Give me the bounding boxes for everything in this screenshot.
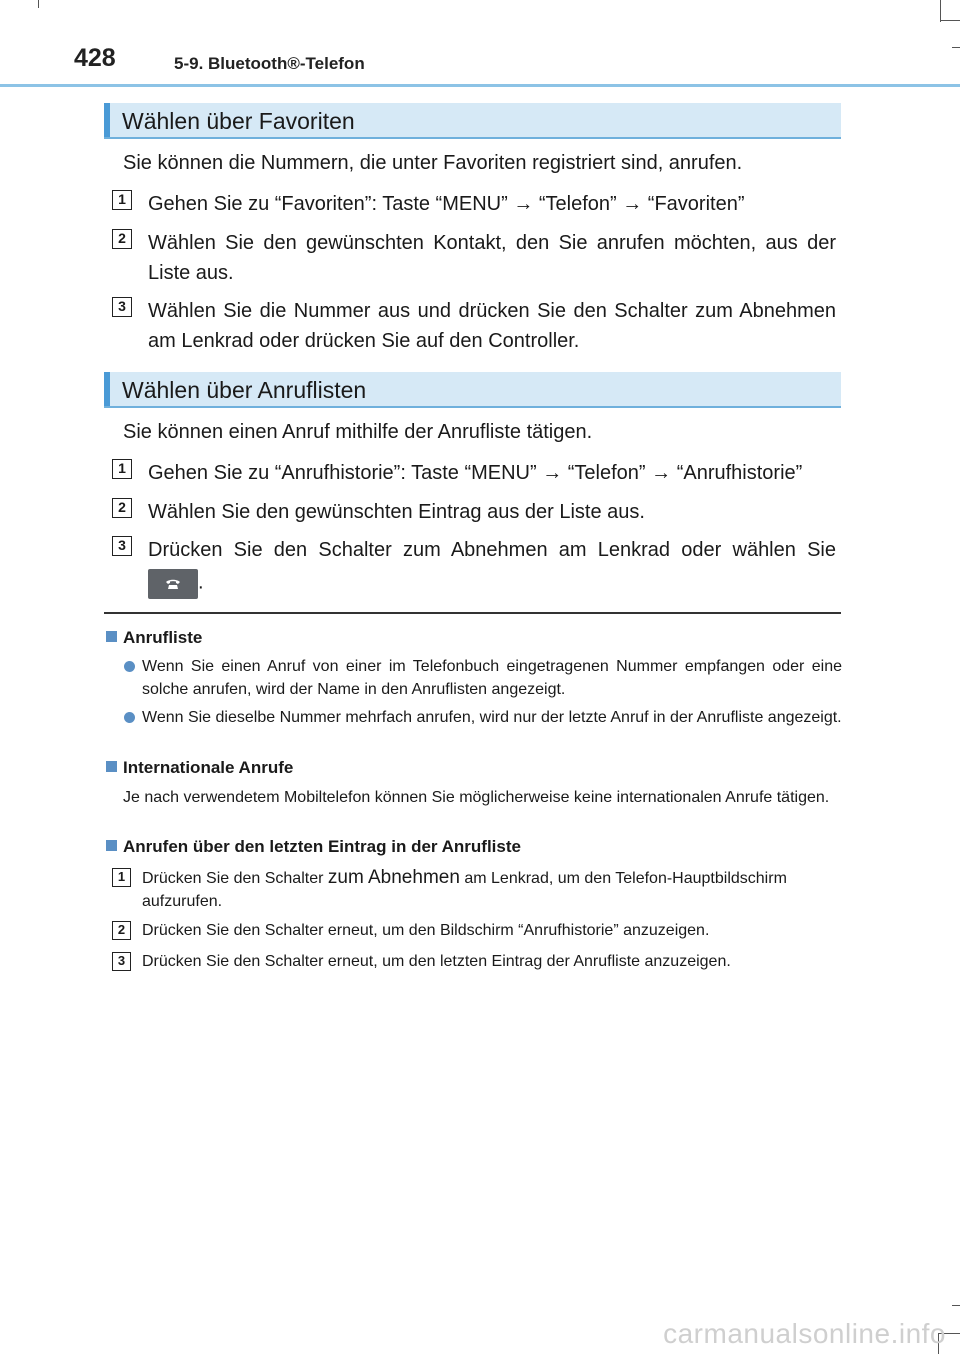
section-title: Wählen über Anruflisten: [122, 377, 367, 403]
running-head: 5-9. Bluetooth®-Telefon: [174, 54, 365, 73]
list-item: [124, 655, 842, 701]
note-paragraph: Je nach verwendetem Mobiltelefon können Sie möglicherweise keine internationalen Anrufe tätigen.: [123, 789, 830, 806]
section-header-calllists: [104, 372, 841, 408]
step-text: Wählen Sie die Nummer aus und drücken Sie den Schalter zum Abnehmen am Lenkrad oder drücken Sie auf den Controller.: [148, 300, 836, 352]
bullet-text: Wenn Sie dieselbe Nummer mehrfach anrufen, wird nur der letzte Anruf in der Anrufliste angezeigt.: [142, 709, 842, 726]
step-text: Drücken Sie den Schalter erneut, um den letzten Eintrag der Anrufliste anzuzeigen.: [142, 953, 731, 970]
header-rule: [0, 84, 960, 87]
step-item: [112, 950, 836, 973]
section-intro: Sie können die Nummern, die unter Favoriten registriert sind, anrufen.: [123, 152, 743, 174]
square-bullet-icon: [106, 761, 117, 772]
step-item: [112, 497, 836, 527]
phone-handset-icon: [165, 578, 181, 590]
step-suffix: .: [198, 571, 204, 594]
bullet-dot-icon: [124, 712, 135, 723]
note-heading-last-entry: [106, 837, 521, 857]
step-text-part: Drücken Sie den Schalter: [142, 870, 328, 887]
step-text: [142, 866, 836, 913]
step-item: [112, 535, 836, 599]
step-text: Drücken Sie den Schalter zum Abnehmen am Lenkrad oder wählen Sie: [148, 539, 836, 561]
step-item: [112, 189, 836, 219]
step-text-emphasis: zum Abnehmen: [327, 867, 460, 888]
step-number: 3: [112, 952, 131, 971]
page-header: [0, 0, 960, 90]
step-item: [112, 228, 836, 288]
footer-watermark: carmanualsonline.info: [663, 1318, 946, 1349]
note-heading-text: Anrufliste: [123, 628, 203, 647]
step-text: Drücken Sie den Schalter erneut, um den Bildschirm “Anrufhistorie” anzuzeigen.: [142, 922, 710, 939]
step-text: Wählen Sie den gewünschten Kontakt, den Sie anrufen möchten, aus der Liste aus.: [148, 232, 836, 284]
page-number: 428: [74, 44, 116, 72]
bullet-dot-icon: [124, 661, 135, 672]
square-bullet-icon: [106, 631, 117, 642]
step-item: [112, 919, 836, 942]
note-heading-text: Anrufen über den letzten Eintrag in der Anrufliste: [123, 837, 521, 856]
step-item: [112, 866, 836, 913]
section-intro: Sie können einen Anruf mithilfe der Anrufliste tätigen.: [123, 421, 593, 443]
step-text-part: am Lenkrad, um den Telefon-Hauptbildschirm aufzurufen.: [142, 870, 787, 910]
step-text: Gehen Sie zu “Favoriten”: Taste “MENU” → “Telefon” → “Favoriten”: [148, 193, 745, 215]
note-heading-text: Internationale Anrufe: [123, 758, 294, 777]
step-continuation: [148, 567, 836, 599]
step-text: Wählen Sie den gewünschten Eintrag aus der Liste aus.: [148, 501, 645, 523]
divider: [104, 612, 841, 614]
step-number: 2: [112, 921, 131, 940]
square-bullet-icon: [106, 840, 117, 851]
section-title: Wählen über Favoriten: [122, 108, 355, 134]
note-heading-anrufliste: [106, 628, 202, 648]
note-heading-international: [106, 758, 293, 778]
step-text: Gehen Sie zu “Anrufhistorie”: Taste “MENU” → “Telefon” → “Anrufhistorie”: [148, 462, 803, 484]
bullet-text: Wenn Sie einen Anruf von einer im Telefonbuch eingetragenen Nummer empfangen oder eine solche anrufen, wird der Name in den Anruflisten angezeigt.: [142, 658, 842, 698]
step-number: 3: [112, 297, 132, 317]
section-header-favorites: [104, 103, 841, 139]
step-item: [112, 458, 836, 488]
step-item: [112, 296, 836, 356]
list-item: [124, 706, 842, 729]
step-number: 2: [112, 229, 132, 249]
step-number: 1: [112, 868, 131, 887]
phone-handset-icon[interactable]: [148, 569, 198, 599]
step-number: 3: [112, 536, 132, 556]
crop-mark: [952, 1305, 960, 1306]
step-number: 2: [112, 498, 132, 518]
step-number: 1: [112, 459, 132, 479]
step-number: 1: [112, 190, 132, 210]
